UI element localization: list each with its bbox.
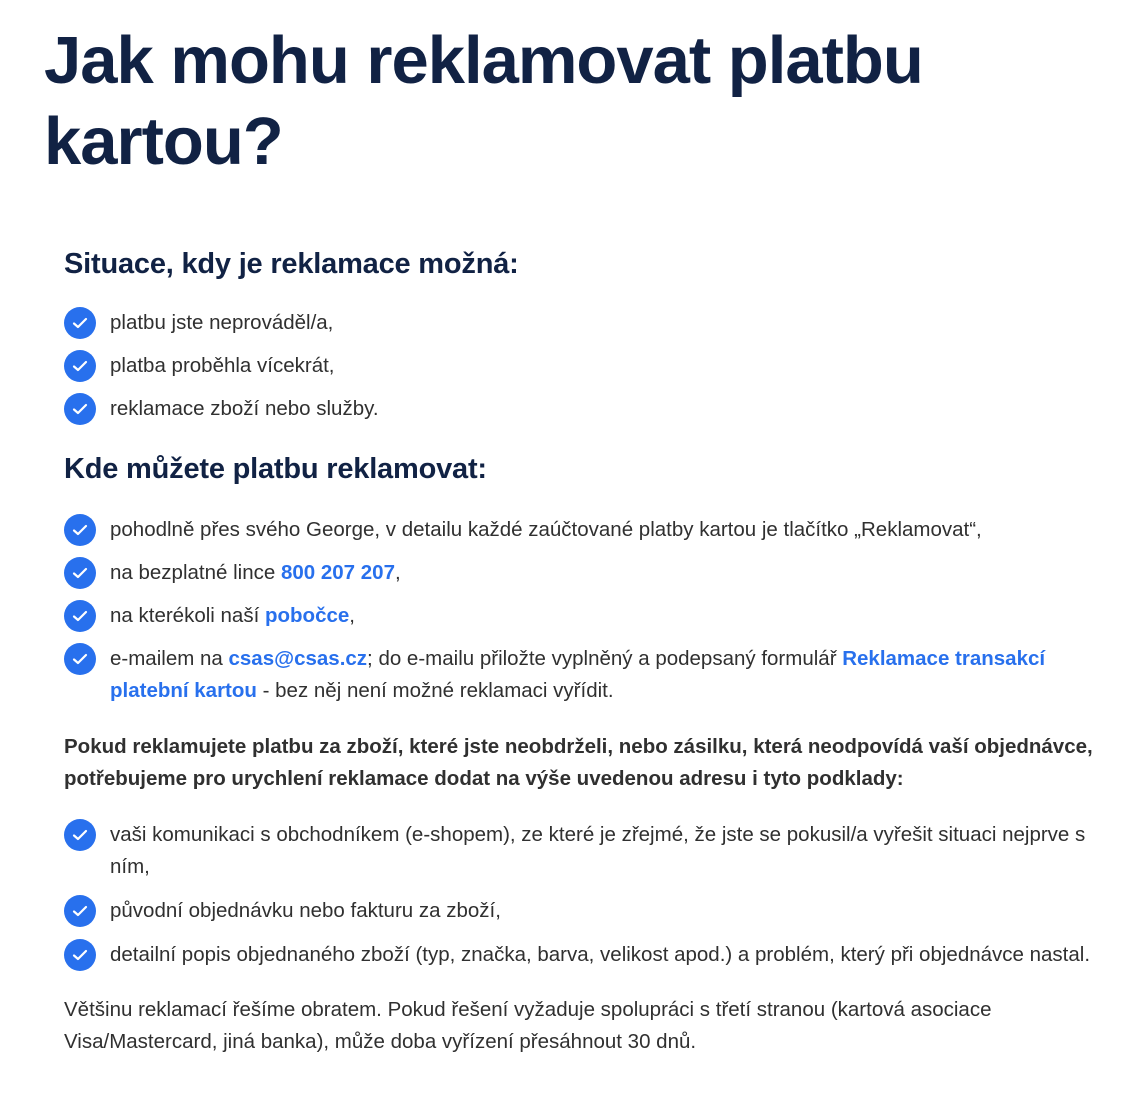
list-item-text: na bezplatné lince — [110, 561, 281, 584]
section-heading-possible: Situace, kdy je reklamace možná: — [64, 248, 519, 280]
list-item-text: pohodlně přes svého George, v detailu každé zaúčtované platby kartou je tlačítko „Reklamovat“, — [110, 518, 982, 541]
list-item-text: platbu jste neprováděl/a, — [110, 311, 334, 334]
check-circle-icon — [64, 514, 96, 546]
list-item — [64, 393, 1114, 425]
email-link[interactable]: csas@csas.cz — [228, 647, 368, 670]
list-item-text: detailní popis objednaného zboží (typ, značka, barva, velikost apod.) a problém, který při objednávce nastal. — [110, 943, 1091, 966]
list-item-text: platba proběhla vícekrát, — [110, 354, 335, 377]
list-item-text-middle: ; do e-mailu přiložte vyplněný a podepsaný formulář — [367, 647, 843, 670]
check-circle-icon — [64, 393, 96, 425]
check-circle-icon — [64, 307, 96, 339]
possible-situations-list — [64, 307, 1114, 425]
check-circle-icon — [64, 939, 96, 971]
list-item-text-suffix: - bez něj není možné reklamaci vyřídit. — [256, 679, 614, 702]
list-item — [64, 939, 1114, 971]
list-item-branch — [64, 600, 1114, 632]
list-item-text-suffix: , — [349, 604, 355, 627]
list-item-text: na kterékoli naší — [110, 604, 265, 627]
list-item — [64, 895, 1114, 927]
list-item-text: vaši komunikaci s obchodníkem (e-shopem), ze které je zřejmé, že jste se pokusil/a vyřešit situaci nejprve s ním, — [110, 823, 1086, 878]
page-title: Jak mohu reklamovat platbu kartou? — [44, 23, 923, 179]
list-item-email — [64, 643, 1114, 707]
processing-time-note: Většinu reklamací řešíme obratem. Pokud řešení vyžaduje spolupráci s třetí stranou (kartová asociace Visa/Mastercard, jiná banka), může doba vyřízení přesáhnout 30 dnů. — [64, 998, 992, 1053]
goods-claim-note: Pokud reklamujete platbu za zboží, které jste neobdrželi, nebo zásilku, která neodpovídá vaší objednávce, potřebujeme pro urychlení reklamace dodat na výše uvedenou adresu i tyto podklady: — [64, 735, 1093, 790]
list-item-george — [64, 514, 1114, 546]
check-circle-icon — [64, 557, 96, 589]
list-item-text: původní objednávku nebo fakturu za zboží, — [110, 899, 501, 922]
claim-form-link[interactable]: Reklamace transakcí platební kartou — [110, 647, 1046, 702]
check-circle-icon — [64, 643, 96, 675]
phone-link[interactable]: 800 207 207 — [280, 561, 395, 584]
list-item-text: reklamace zboží nebo služby. — [110, 397, 379, 420]
check-circle-icon — [64, 819, 96, 851]
check-circle-icon — [64, 350, 96, 382]
check-circle-icon — [64, 600, 96, 632]
check-circle-icon — [64, 895, 96, 927]
list-item — [64, 819, 1114, 883]
list-item-phone — [64, 557, 1114, 589]
branch-link[interactable]: pobočce — [264, 604, 350, 627]
list-item-text-suffix: , — [394, 561, 401, 584]
claim-channels-list — [64, 514, 1114, 707]
section-heading-where: Kde můžete platbu reklamovat: — [64, 453, 487, 485]
list-item — [64, 307, 1114, 339]
required-documents-list — [64, 819, 1114, 971]
list-item — [64, 350, 1114, 382]
main-content — [64, 246, 1114, 1058]
list-item-text: e-mailem na — [110, 647, 229, 670]
